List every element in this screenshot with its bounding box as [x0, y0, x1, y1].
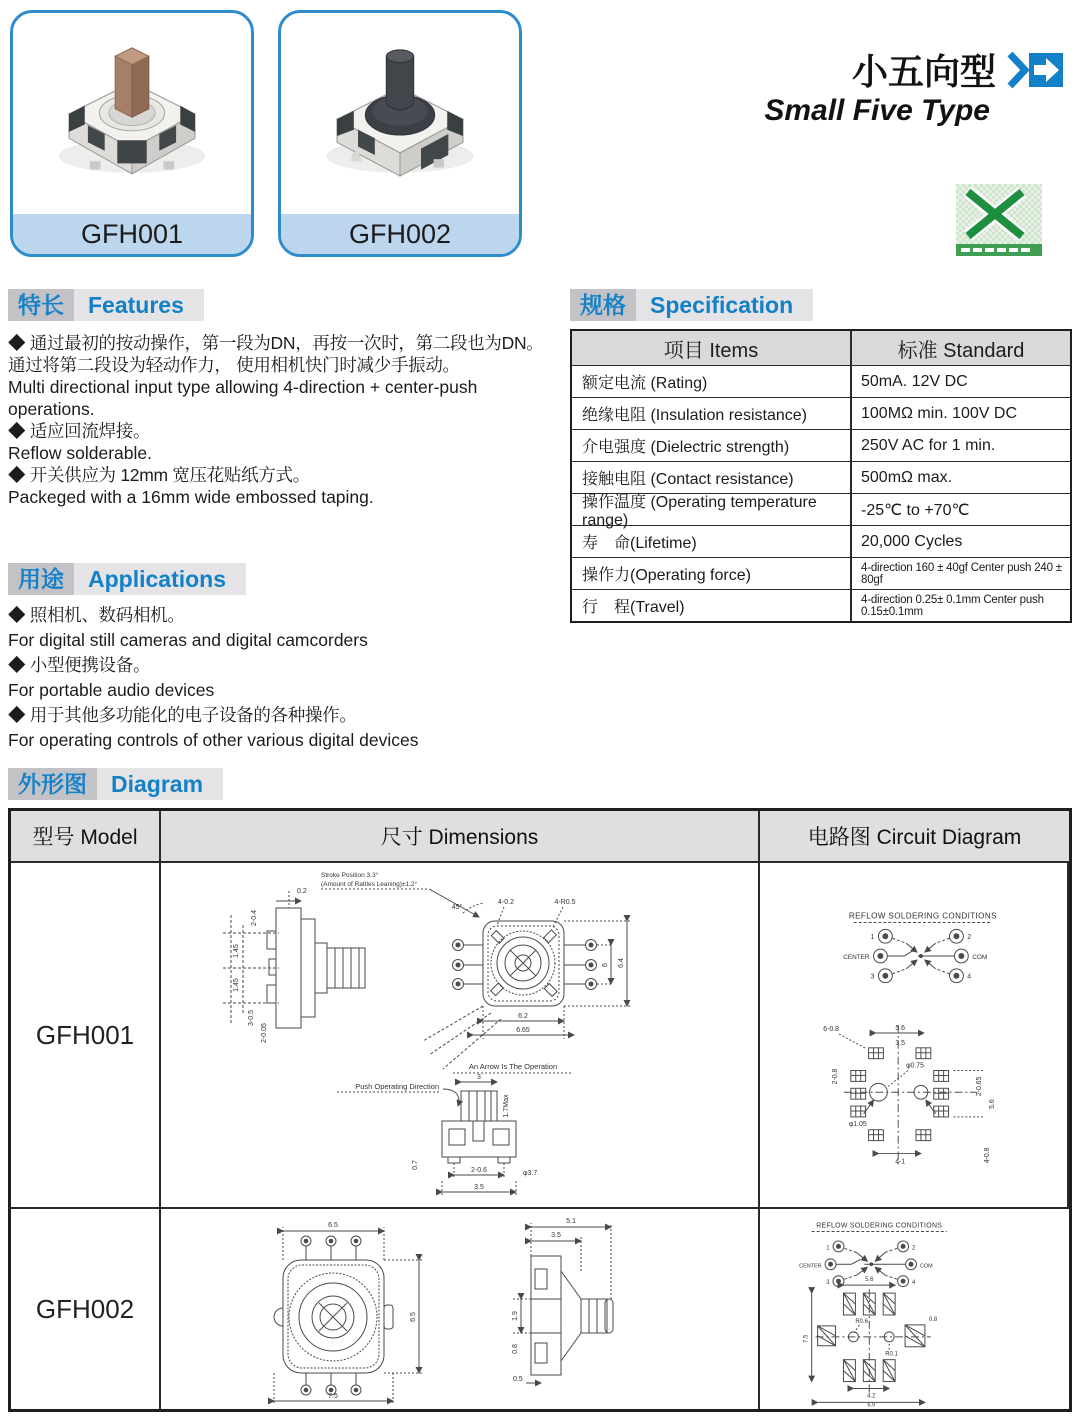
feature-line: ◆ 开关供应为 12mm 宽压花贴纸方式。 [8, 465, 310, 485]
green-cert-logo [956, 184, 1042, 261]
svg-text:3.5: 3.5 [474, 1184, 484, 1191]
svg-text:7.5: 7.5 [328, 1393, 338, 1400]
svg-text:5.6: 5.6 [895, 1025, 905, 1033]
svg-text:1.9: 1.9 [512, 1311, 519, 1321]
gfh001-dimension-drawing [161, 863, 756, 1205]
svg-text:4: 4 [912, 1280, 916, 1287]
svg-text:4-1: 4-1 [895, 1158, 906, 1166]
application-line: ◆ 用于其他多功能化的电子设备的各种操作。 [8, 705, 357, 725]
svg-text:0.8: 0.8 [512, 1344, 519, 1354]
svg-text:REFLOW SOLDERING CONDITIONS: REFLOW SOLDERING CONDITIONS [848, 911, 997, 921]
svg-text:5.1: 5.1 [566, 1218, 576, 1225]
svg-text:4-R0.5: 4-R0.5 [554, 899, 576, 906]
application-line: For operating controls of other various digital devices [8, 730, 419, 750]
spec-standard: 4-direction 0.25± 0.1mm Center push 0.15±0.1mm [861, 593, 1044, 618]
svg-text:45°: 45° [451, 904, 463, 911]
spec-col-standard: 标准 Standard [897, 339, 1025, 362]
svg-text:4: 4 [967, 973, 972, 981]
product-card-gfh002 [278, 10, 522, 257]
switch-illustration-gfh002 [295, 24, 505, 204]
application-line: For digital still cameras and digital camcorders [8, 630, 368, 650]
svg-text:4-0.2: 4-0.2 [498, 899, 514, 906]
features-header [8, 289, 204, 321]
product-model-label: GFH002 [281, 214, 519, 254]
svg-text:1: 1 [826, 1245, 830, 1252]
applications-tag-cn: 用途 [8, 563, 74, 595]
svg-text:4-0.8: 4-0.8 [984, 1147, 992, 1164]
svg-text:3.5: 3.5 [551, 1232, 561, 1239]
spec-item: 寿 命(Lifetime) [572, 526, 852, 557]
svg-text:1.45: 1.45 [233, 978, 240, 992]
specification-header [570, 289, 813, 321]
svg-text:6.9: 6.9 [867, 1402, 876, 1408]
svg-text:6.65: 6.65 [516, 1027, 530, 1034]
spec-standard: 50mA. 12V DC [861, 372, 968, 390]
svg-text:4.2: 4.2 [867, 1393, 876, 1400]
features-tag-cn: 特长 [8, 289, 74, 321]
gfh002-circuit-drawing [760, 1209, 1069, 1408]
product-model-label: GFH001 [13, 214, 251, 254]
gfh001-schematic [843, 929, 987, 982]
page-title-cn: 小五向型 [851, 51, 996, 92]
svg-text:6.4: 6.4 [618, 958, 625, 968]
gfh001-front-view [337, 1074, 537, 1195]
switch-illustration-gfh001 [27, 24, 237, 204]
svg-text:2-0.4: 2-0.4 [251, 910, 258, 926]
arrow-right-icon [1006, 51, 1064, 89]
svg-text:5.6: 5.6 [865, 1277, 874, 1284]
svg-text:CENTER: CENTER [843, 953, 870, 961]
svg-text:5.6: 5.6 [988, 1099, 996, 1109]
spec-item: 行 程(Travel) [572, 590, 852, 621]
page-title-en: Small Five Type [764, 94, 990, 127]
svg-text:2: 2 [967, 934, 972, 942]
svg-text:3: 3 [870, 973, 875, 981]
svg-text:3-0.5: 3-0.5 [248, 1010, 255, 1026]
gfh001-circuit-drawing [760, 863, 1067, 1205]
svg-text:3: 3 [477, 1074, 481, 1081]
feature-line: ◆ 适应回流焊接。 [8, 421, 151, 441]
svg-text:2-0.65: 2-0.65 [976, 1076, 984, 1097]
spec-item: 接触电阻 (Contact resistance) [572, 462, 852, 493]
diagram-tag-en: Diagram [97, 768, 223, 800]
spec-standard: 4-direction 160 ± 40gf Center push 240 ± 80gf [861, 561, 1062, 586]
diagram-col-dimensions: 尺寸 Dimensions [161, 811, 760, 863]
spec-standard: 500mΩ max. [861, 468, 953, 486]
spec-item: 操作温度 (Operating temperature range) [572, 494, 852, 525]
feature-line: operations. [8, 399, 95, 419]
feature-line: Packeged with a 16mm wide embossed taping. [8, 487, 374, 507]
diagram-header [8, 768, 223, 800]
svg-text:6-0.8: 6-0.8 [823, 1026, 839, 1034]
gfh002-dimension-drawing [161, 1209, 756, 1408]
product-photo-gfh001 [13, 13, 251, 215]
diagram-model-gfh001: GFH001 [11, 863, 161, 1209]
svg-text:3: 3 [826, 1280, 830, 1287]
product-card-gfh001 [10, 10, 254, 257]
specification-table [570, 329, 1072, 623]
diagram-dimensions-gfh001 [161, 863, 760, 1209]
spec-item: 操作力(Operating force) [572, 558, 852, 589]
specification-tag-cn: 规格 [570, 289, 636, 321]
diagram-col-circuit: 电路图 Circuit Diagram [760, 811, 1069, 863]
svg-text:COM: COM [919, 1263, 933, 1270]
features-text [8, 332, 553, 508]
feature-line: Reflow solderable. [8, 443, 152, 463]
diagram-model-gfh002: GFH002 [11, 1209, 161, 1409]
gfh001-side-view [223, 888, 365, 1043]
svg-text:1: 1 [870, 934, 875, 942]
applications-text [8, 603, 553, 753]
svg-text:0.2: 0.2 [297, 888, 307, 895]
svg-text:φ0.75: φ0.75 [906, 1062, 924, 1070]
application-line: ◆ 小型便携设备。 [8, 655, 151, 675]
table-row [572, 365, 1070, 397]
svg-text:6.5: 6.5 [328, 1222, 338, 1229]
svg-text:R0.6: R0.6 [855, 1318, 868, 1325]
svg-text:1.7Max: 1.7Max [503, 1094, 510, 1118]
gfh001-land-pattern [823, 1025, 996, 1167]
features-tag-en: Features [74, 289, 204, 321]
diagram-tag-cn: 外形图 [8, 768, 97, 800]
gfh002-top-view [274, 1222, 423, 1405]
gfh001-top-view [321, 871, 631, 1073]
diagram-circuit-gfh002 [760, 1209, 1069, 1409]
svg-text:φ1.05: φ1.05 [848, 1120, 867, 1128]
diagram-dimensions-gfh002 [161, 1209, 760, 1409]
svg-text:Push Operating Direction: Push Operating Direction [355, 1082, 439, 1091]
svg-text:An Arrow Is The Operation: An Arrow Is The Operation [468, 1062, 558, 1071]
table-row [572, 429, 1070, 461]
diagram-col-model: 型号 Model [11, 811, 161, 863]
application-line: For portable audio devices [8, 680, 215, 700]
svg-text:2-0.6: 2-0.6 [471, 1167, 487, 1174]
spec-item: 额定电流 (Rating) [572, 366, 852, 397]
table-row [572, 493, 1070, 529]
svg-text:2: 2 [912, 1245, 916, 1252]
application-line: ◆ 照相机、数码相机。 [8, 605, 185, 625]
feature-line: Multi directional input type allowing 4-direction + center-push [8, 377, 478, 397]
svg-text:Stroke Position 3.3°: Stroke Position 3.3° [321, 872, 379, 879]
svg-text:2-0.8: 2-0.8 [831, 1068, 839, 1085]
spec-standard: 100MΩ min. 100V DC [861, 404, 1018, 422]
applications-header [8, 563, 246, 595]
diagram-circuit-gfh001 [760, 863, 1069, 1209]
table-row [572, 397, 1070, 429]
feature-line: ◆ 通过最初的按动操作，第一段为DN，再按一次时，第二段也为DN。 [8, 333, 544, 353]
svg-text:1.45: 1.45 [233, 944, 240, 958]
gfh002-side-view [512, 1218, 613, 1383]
svg-text:COM: COM [972, 953, 988, 961]
svg-text:2-0.05: 2-0.05 [261, 1023, 268, 1043]
spec-standard: -25℃ to +70℃ [861, 501, 970, 519]
feature-line: 通过将第二段设为轻动作力， 使用相机快门时减少手振动。 [8, 355, 460, 375]
specification-tag-en: Specification [636, 289, 813, 321]
svg-text:7.5: 7.5 [803, 1334, 810, 1343]
svg-text:3.5: 3.5 [895, 1039, 905, 1047]
spec-item: 绝缘电阻 (Insulation resistance) [572, 398, 852, 429]
svg-text:0.7: 0.7 [412, 1160, 419, 1170]
svg-text:6: 6 [602, 963, 609, 967]
svg-text:0.5: 0.5 [513, 1376, 523, 1383]
spec-item: 介电强度 (Dielectric strength) [572, 430, 852, 461]
table-row [572, 589, 1070, 621]
spec-standard: 20,000 Cycles [861, 532, 963, 550]
page-title-block [852, 44, 1064, 95]
product-photo-gfh002 [281, 13, 519, 215]
svg-text:CENTER: CENTER [799, 1263, 822, 1270]
svg-text:6.2: 6.2 [518, 1013, 528, 1020]
applications-tag-en: Applications [74, 563, 246, 595]
svg-text:0.8: 0.8 [928, 1316, 938, 1323]
svg-text:REFLOW SOLDERING CONDITIONS: REFLOW SOLDERING CONDITIONS [816, 1222, 943, 1230]
spec-header-row [572, 331, 1070, 365]
diagram-table [8, 808, 1072, 1412]
spec-col-items: 项目 Items [572, 331, 852, 365]
table-row [572, 525, 1070, 557]
spec-standard: 250V AC for 1 min. [861, 436, 996, 454]
gfh002-land-pattern [804, 1277, 938, 1408]
svg-text:R0.1: R0.1 [885, 1351, 898, 1358]
table-row [572, 557, 1070, 589]
svg-text:(Amount of Rattles Leaning)±1.: (Amount of Rattles Leaning)±1.2° [321, 881, 418, 888]
svg-text:φ3.7: φ3.7 [523, 1170, 538, 1177]
svg-text:6.5: 6.5 [410, 1312, 417, 1322]
